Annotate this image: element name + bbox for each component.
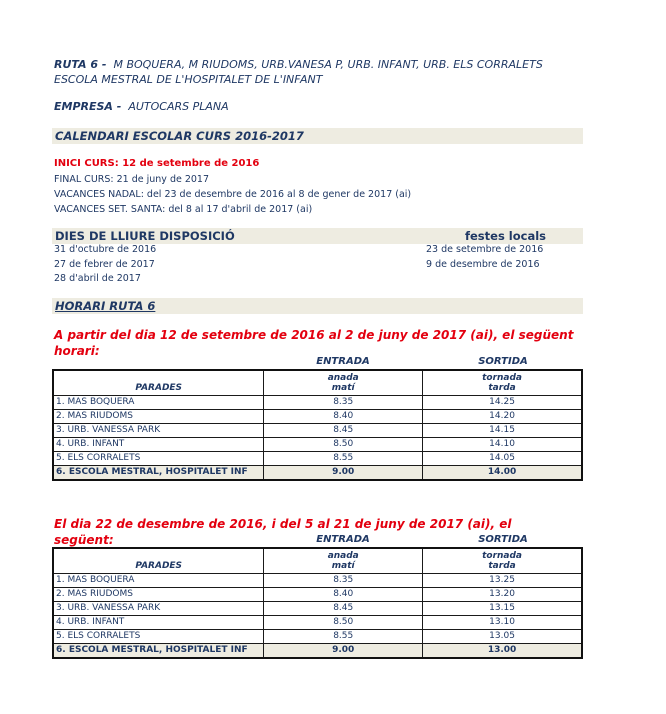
schedule-2-heading: El dia 22 de desembre de 2016, i del 5 al 21 de juny de 2017 (ai), el següent: xyxy=(54,517,512,547)
stop-name: 3. URB. VANESSA PARK xyxy=(53,424,264,438)
table-row xyxy=(53,396,582,410)
tornada-label: tornada xyxy=(482,551,522,561)
calendar-title: CALENDARI ESCOLAR CURS 2016-2017 xyxy=(55,129,304,143)
company-name: AUTOCARS PLANA xyxy=(128,100,229,113)
anada-label: anada xyxy=(327,551,359,561)
course-end: FINAL CURS: 21 de juny de 2017 xyxy=(54,174,210,185)
company-label: EMPRESA - xyxy=(54,100,122,113)
entrada-time: 8.50 xyxy=(264,438,423,452)
anada-label: anada xyxy=(327,373,359,383)
table-row xyxy=(53,616,582,630)
local-holiday: 9 de desembre de 2016 xyxy=(426,259,540,270)
tarda-label: tarda xyxy=(488,561,516,571)
school-name: ESCOLA MESTRAL DE L'HOSPITALET DE L'INFANT xyxy=(54,73,323,86)
entrada-time: 8.55 xyxy=(264,630,423,644)
entrada-header: ENTRADA xyxy=(316,534,370,545)
entrada-time: 8.50 xyxy=(264,616,423,630)
easter-holidays: VACANCES SET. SANTA: del 8 al 17 d'abril de 2017 (ai) xyxy=(54,204,313,215)
table-row xyxy=(53,574,582,588)
stop-name: 4. URB. INFANT xyxy=(53,438,264,452)
sortida-time: 13.00 xyxy=(423,644,582,659)
christmas-holidays: VACANCES NADAL: del 23 de desembre de 2016 al 8 de gener de 2017 (ai) xyxy=(54,189,412,200)
table-row xyxy=(53,410,582,424)
table-row xyxy=(53,588,582,602)
stop-name: 5. ELS CORRALETS xyxy=(53,452,264,466)
sortida-time: 13.25 xyxy=(423,574,582,588)
table-row xyxy=(53,602,582,616)
schedule-2-table xyxy=(52,547,583,659)
sortida-time: 13.05 xyxy=(423,630,582,644)
route-stops: M BOQUERA, M RIUDOMS, URB.VANESA P, URB. INFANT, URB. ELS CORRALETS xyxy=(113,58,543,71)
entrada-header: ENTRADA xyxy=(316,356,370,367)
free-day: 27 de febrer de 2017 xyxy=(54,259,155,270)
route-line xyxy=(54,58,543,71)
table-header-row xyxy=(53,370,582,396)
tornada-label: tornada xyxy=(482,373,522,383)
sortida-time: 13.15 xyxy=(423,602,582,616)
entrada-time: 8.45 xyxy=(264,424,423,438)
entrada-time: 9.00 xyxy=(264,644,423,659)
tornada-tarda-header xyxy=(423,370,582,396)
stop-name: 5. ELS CORRALETS xyxy=(53,630,264,644)
parades-header: PARADES xyxy=(53,548,264,574)
local-holidays-title: festes locals xyxy=(465,229,546,243)
mati-label: matí xyxy=(331,561,355,571)
sortida-time: 14.25 xyxy=(423,396,582,410)
parades-header: PARADES xyxy=(53,370,264,396)
tarda-label: tarda xyxy=(488,383,516,393)
free-day: 31 d'octubre de 2016 xyxy=(54,244,157,255)
schedule-title: HORARI RUTA 6 xyxy=(55,299,156,313)
sortida-time: 14.05 xyxy=(423,452,582,466)
table-row xyxy=(53,452,582,466)
entrada-time: 8.55 xyxy=(264,452,423,466)
table-row xyxy=(53,424,582,438)
course-start: INICI CURS: 12 de setembre de 2016 xyxy=(54,158,260,169)
tornada-tarda-header xyxy=(423,548,582,574)
schedule-1-heading: A partir del dia 12 de setembre de 2016 al 2 de juny de 2017 (ai), el següent horari: xyxy=(54,328,574,358)
stop-name: 1. MAS BOQUERA xyxy=(53,574,264,588)
entrada-time: 8.45 xyxy=(264,602,423,616)
sortida-header: SORTIDA xyxy=(478,356,528,367)
stop-name: 2. MAS RIUDOMS xyxy=(53,588,264,602)
table-row-school xyxy=(53,466,582,481)
company-line xyxy=(54,100,229,113)
schedule-1-table xyxy=(52,369,583,481)
sortida-time: 14.00 xyxy=(423,466,582,481)
entrada-time: 8.40 xyxy=(264,410,423,424)
local-holiday: 23 de setembre de 2016 xyxy=(426,244,544,255)
sortida-time: 14.10 xyxy=(423,438,582,452)
entrada-time: 8.35 xyxy=(264,574,423,588)
stop-name: 6. ESCOLA MESTRAL, HOSPITALET INF xyxy=(53,644,264,659)
anada-mati-header xyxy=(264,370,423,396)
free-day: 28 d'abril de 2017 xyxy=(54,273,141,284)
sortida-time: 14.15 xyxy=(423,424,582,438)
route-label: RUTA 6 - xyxy=(54,58,107,71)
sortida-time: 14.20 xyxy=(423,410,582,424)
entrada-time: 8.35 xyxy=(264,396,423,410)
anada-mati-header xyxy=(264,548,423,574)
mati-label: matí xyxy=(331,383,355,393)
sortida-time: 13.20 xyxy=(423,588,582,602)
sortida-time: 13.10 xyxy=(423,616,582,630)
stop-name: 4. URB. INFANT xyxy=(53,616,264,630)
table-header-row xyxy=(53,548,582,574)
stop-name: 2. MAS RIUDOMS xyxy=(53,410,264,424)
entrada-time: 8.40 xyxy=(264,588,423,602)
entrada-time: 9.00 xyxy=(264,466,423,481)
table-row xyxy=(53,438,582,452)
sortida-header: SORTIDA xyxy=(478,534,528,545)
table-row-school xyxy=(53,644,582,659)
stop-name: 6. ESCOLA MESTRAL, HOSPITALET INF xyxy=(53,466,264,481)
free-days-title: DIES DE LLIURE DISPOSICIÓ xyxy=(55,229,235,243)
stop-name: 3. URB. VANESSA PARK xyxy=(53,602,264,616)
stop-name: 1. MAS BOQUERA xyxy=(53,396,264,410)
table-row xyxy=(53,630,582,644)
